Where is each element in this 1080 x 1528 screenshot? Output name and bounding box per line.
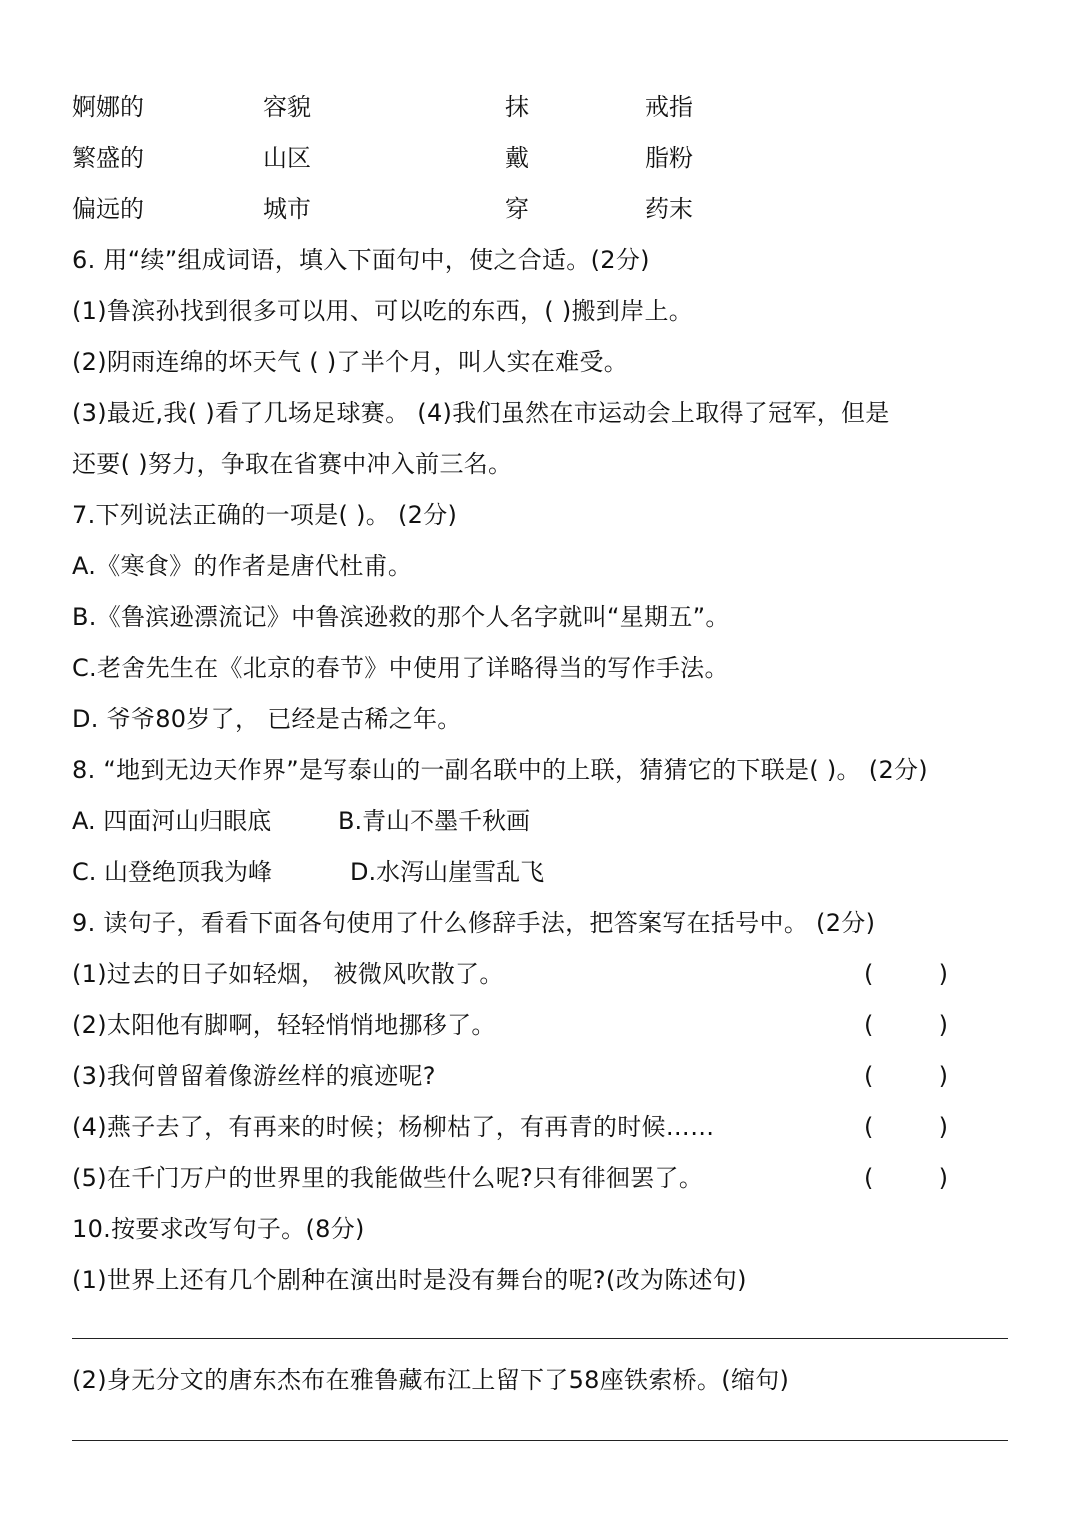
- match-cell-noun: 容貌: [263, 93, 311, 121]
- match-cell-adjective: 婀娜的: [72, 93, 144, 121]
- question-7-option-a: A.《寒食》的作者是唐代杜甫。: [72, 552, 413, 580]
- answer-paren-open: (: [864, 960, 874, 988]
- question-9-item-4: (4)燕子去了，有再来的时候；杨柳枯了，有再青的时候……: [72, 1113, 715, 1141]
- answer-line[interactable]: [72, 1338, 1008, 1339]
- answer-line[interactable]: [72, 1440, 1008, 1441]
- question-8-option-a: A. 四面河山归眼底: [72, 807, 272, 835]
- match-cell-verb: 抹: [505, 93, 529, 121]
- answer-paren-open: (: [864, 1011, 874, 1039]
- match-cell-noun: 山区: [263, 144, 311, 172]
- question-9-item-2: (2)太阳他有脚啊，轻轻悄悄地挪移了。: [72, 1011, 496, 1039]
- question-7-option-d: D. 爷爷80岁了， 已经是古稀之年。: [72, 705, 462, 733]
- question-8-option-b: B.青山不墨千秋画: [338, 807, 531, 835]
- question-8-title: 8. “地到无边天作界”是写泰山的一副名联中的上联，猜猜它的下联是( )。 (2分): [72, 756, 928, 784]
- question-9-item-1: (1)过去的日子如轻烟， 被微风吹散了。: [72, 960, 504, 988]
- question-10-title: 10.按要求改写句子。(8分): [72, 1215, 365, 1243]
- answer-paren-open: (: [864, 1164, 874, 1192]
- answer-paren-close: ): [938, 1113, 948, 1141]
- answer-paren-close: ): [938, 1011, 948, 1039]
- question-6-sentence-1: (1)鲁滨孙找到很多可以用、可以吃的东西，( )搬到岸上。: [72, 297, 694, 325]
- question-8-option-c: C. 山登绝顶我为峰: [72, 858, 273, 886]
- match-cell-adjective: 繁盛的: [72, 144, 144, 172]
- question-8-option-d: D.水泻山崖雪乱飞: [350, 858, 545, 886]
- match-cell-object: 脂粉: [645, 144, 693, 172]
- match-cell-object: 药末: [645, 195, 693, 223]
- answer-paren-close: ): [938, 1164, 948, 1192]
- match-cell-adjective: 偏远的: [72, 195, 144, 223]
- question-7-title: 7.下列说法正确的一项是( )。 (2分): [72, 501, 458, 529]
- answer-paren-close: ): [938, 1062, 948, 1090]
- question-10-sentence-1: (1)世界上还有几个剧种在演出时是没有舞台的呢?(改为陈述句): [72, 1266, 747, 1294]
- question-10-sentence-2: (2)身无分文的唐东杰布在雅鲁藏布江上留下了58座铁索桥。(缩句): [72, 1366, 790, 1394]
- question-9-title: 9. 读句子，看看下面各句使用了什么修辞手法，把答案写在括号中。 (2分): [72, 909, 876, 937]
- question-7-option-c: C.老舍先生在《北京的春节》中使用了详略得当的写作手法。: [72, 654, 729, 682]
- answer-paren-open: (: [864, 1113, 874, 1141]
- question-7-option-b: B.《鲁滨逊漂流记》中鲁滨逊救的那个人名字就叫“星期五”。: [72, 603, 730, 631]
- match-cell-verb: 穿: [505, 195, 529, 223]
- match-cell-noun: 城市: [263, 195, 311, 223]
- question-6-sentence-4: 还要( )努力，争取在省赛中冲入前三名。: [72, 450, 513, 478]
- question-6-sentence-3: (3)最近,我( )看了几场足球赛。 (4)我们虽然在市运动会上取得了冠军，但是: [72, 399, 890, 427]
- question-6-title: 6. 用“续”组成词语，填入下面句中，使之合适。(2分): [72, 246, 650, 274]
- question-9-item-3: (3)我何曾留着像游丝样的痕迹呢?: [72, 1062, 436, 1090]
- question-9-item-5: (5)在千门万户的世界里的我能做些什么呢?只有徘徊罢了。: [72, 1164, 704, 1192]
- match-cell-object: 戒指: [645, 93, 693, 121]
- answer-paren-open: (: [864, 1062, 874, 1090]
- match-cell-verb: 戴: [505, 144, 529, 172]
- question-6-sentence-2: (2)阴雨连绵的坏天气 ( )了半个月，叫人实在难受。: [72, 348, 629, 376]
- answer-paren-close: ): [938, 960, 948, 988]
